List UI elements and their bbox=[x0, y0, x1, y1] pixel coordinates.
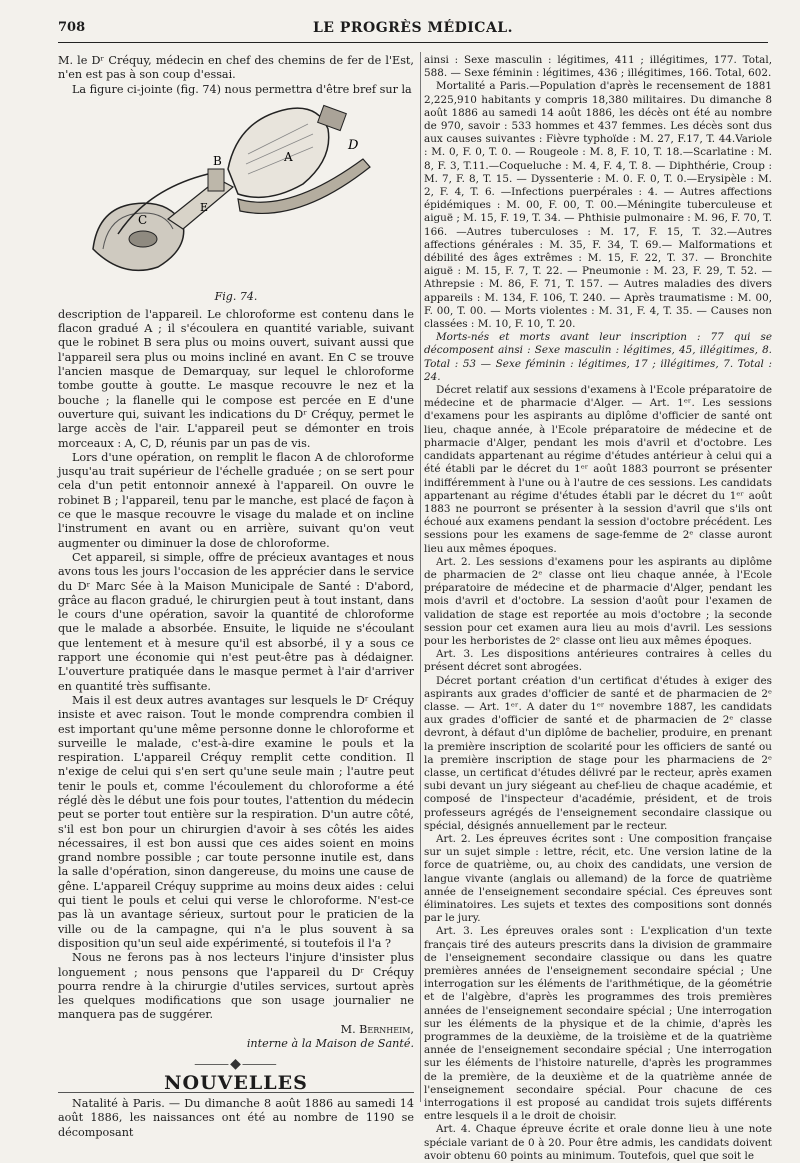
right-column bbox=[424, 54, 772, 1163]
paragraph: Lors d'une opération, on remplit le flacon A de chloroforme jusqu'au trait supérieur de l'échelle graduée ; on se sert pour cela d'un petit entonnoir annexé à l'appareil. On ouvre le robinet B ; l'appareil, tenu par le manche, est placé de façon à ce que le masque recouvre le visage du malade et on incline l'instrument en avant ou en arrière, suivant qu'on veut augmenter ou diminuer la dose de chloroforme. bbox=[58, 450, 414, 550]
paragraph: Morts-nés et morts avant leur inscription : 77 qui se décomposent ainsi : Sexe masculin : légitimes, 45, illégitimes, 8. Total : 53 — Sexe féminin : légitimes, 17 ; illégitimes, 7. Total : 24. bbox=[424, 331, 772, 383]
paragraph: Art. 3. Les dispositions antérieures contraires à celles du présent décret sont abrogées. bbox=[424, 648, 772, 674]
chloroform-apparatus-illustration bbox=[88, 99, 378, 279]
ornament-divider: ⸻◆⸻ bbox=[194, 1056, 278, 1073]
journal-title: LE PROGRÈS MÉDICAL. bbox=[312, 20, 514, 36]
paragraph: description de l'appareil. Le chloroforme est contenu dans le flacon gradué A ; il s'écoulera en quantité variable, suivant que le robinet B sera plus ou moins ouvert, suivant aussi que l'appareil sera plus ou moins incliné en avant. En C se trouve l'ancien masque de Demarquay, sur lequel le chloroforme tombe goutte à goutte. Le masque recouvre le nez et la bouche ; la flanelle qui le compose est percée en E d'une ouverture qui, suivant les indications du Dʳ Créquy, permet le large accès de l'air. L'appareil peut se démonter en trois morceaux : A, C, D, réunis par un pas de vis. bbox=[58, 307, 414, 450]
label-e: E bbox=[200, 200, 209, 214]
label-c: C bbox=[138, 212, 148, 227]
paragraph: ainsi : Sexe masculin : légitimes, 411 ; illégitimes, 177. Total, 588. — Sexe féminin : légitimes, 436 ; illégitimes, 166. Total, 602. bbox=[424, 54, 772, 80]
column-rule bbox=[420, 52, 421, 1102]
paragraph: Mortalité a Paris.—Population d'après le recensement de 1881 2,225,910 habitants y compris 18,380 militaires. Du dimanche 8 août 1886 au samedi 14 août 1886, les décès ont été au nombre de 970, savoir : 533 hommes et 437 femmes. Les décès sont dus aux causes suivantes : Fièvre typhoïde : M. 27, F.17, T. 44.Variole : M. 0, F. 0, T. 0. — Rougeole : M. 8, F. 10, T. 18.—Scarlatine : M. 8, F. 3, T.11.—Coqueluche : M. 4, F. 4, T. 8. — Diphthérie, Croup : M. 7, F. 8, T. 15. — Dyssenterie : M. 0. F. 0, T. 0.—Erysipèle : M. 2, F. 4, T. 6. —Infections puerpérales : 4. — Autres affections épidémiques : M. 00, F. 00, T. 00.—Méningite tuberculeuse et aiguë ; M. 15, F. 19, T. 34. — Phthisie pulmonaire : M. 96, F. 70, T. 166. —Autres tuberculoses : M. 17, F. 15, T. 32.—Autres affections générales : M. 35, F. 34, T. 69.— Malformations et débilité des âges extrêmes : M. 15, F. 22, T. 37. — Bronchite aiguë : M. 15, F. 7, T. 22. — Pneumonie : M. 23, F. 29, T. 52. — Athrepsie : M. 86, F. 71, T. 157. — Autres maladies des divers appareils : M. 134, F. 106, T. 240. — Après traumatisme : M. 00, F. 00, T. 00. — Morts violentes : M. 31, F. 4, T. 35. — Causes non classées : M. 10, F. 10, T. 20. bbox=[424, 80, 772, 331]
left-column bbox=[58, 54, 414, 1140]
figure-caption: Fig. 74. bbox=[214, 289, 258, 303]
paragraph: Décret relatif aux sessions d'examens à l'Ecole préparatoire de médecine et de pharmacie d'Alger. — Art. 1ᵉʳ. Les sessions d'examens pour les aspirants au diplôme d'officier de santé ont lieu, chaque année, à l'Ecole préparatoire de médecine et de pharmacie d'Alger, pendant les mois d'avril et d'octobre. Les candidats appartenant au régime d'études antérieur à celui qui a été établi par le décret du 1ᵉʳ août 1883 pourront se présenter indifféremment à l'une ou à l'autre de ces sessions. Les candidats appartenant au régime d'études établi par le décret du 1ᵉʳ août 1883 ne pourront se présenter à la session d'avril que s'ils ont échoué aux examens pendant la session d'octobre précédent. Les sessions pour les examens de sage-femme de 2ᵉ classe auront lieu aux mêmes époques. bbox=[424, 384, 772, 555]
paragraph: Cet appareil, si simple, offre de précieux avantages et nous avons tous les jours l'occasion de les apprécier dans le service du Dʳ Marc Sée à la Maison Municipale de Santé : D'abord, grâce au flacon gradué, le chirurgien peut à tout instant, dans le cours d'une opération, savoir la quantité de chloroforme que le malade a absorbée. Ensuite, le liquide ne s'écoulant que lentement et à mesure qu'il est absorbé, il y a sous ce rapport une économie qui n'est peut-être pas à dédaigner. L'ouverture pratiquée dans le masque permet à l'air d'arriver en quantité très suffisante. bbox=[58, 550, 414, 693]
paragraph: Décret portant création d'un certificat d'études à exiger des aspirants aux grades d'officier de santé et de pharmacien de 2ᵉ classe. — Art. 1ᵉʳ. A dater du 1ᵉʳ novembre 1887, les candidats aux grades d'officier de santé et de pharmacien de 2ᵉ classe devront, à défaut d'un diplôme de bachelier, produire, en prenant la première inscription de scolarité pour les officiers de santé ou la première inscription de stage pour les pharmaciens de 2ᵉ classe, un certificat d'études délivré par le recteur, après examen subi devant un jury siégeant au chef-lieu de chaque académie, et composé de l'inspecteur d'académie, président, et de trois professeurs agrégés de l'enseignement secondaire classique ou spécial, désignés annuellement par le recteur. bbox=[424, 674, 772, 832]
author-signature: M. Bernheim, bbox=[340, 1022, 414, 1036]
section-title: NOUVELLES bbox=[58, 1076, 414, 1093]
paragraph: Nous ne ferons pas à nos lecteurs l'injure d'insister plus longuement ; nous pensons que l'appareil du Dʳ Créquy pourra rendre à la chirurgie d'utiles services, surtout après les quelques modifications que son usage journalier ne manquera pas de suggérer. bbox=[58, 951, 414, 1022]
paragraph: Art. 2. Les sessions d'examens pour les aspirants au diplôme de pharmacien de 2ᵉ classe ont lieu chaque année, à l'Ecole préparatoire de médecine et de pharmacie d'Alger, pendant les mois d'avril et d'octobre. La session d'août pour l'examen de validation de stage est reportée au mois d'octobre ; la seconde session pour cet examen aura lieu au mois d'avril. Les sessions pour les herboristes de 2ᵉ classe ont lieu aux mêmes époques. bbox=[424, 555, 772, 647]
paragraph: Art. 2. Les épreuves écrites sont : Une composition française sur un sujet simple : lettre, récit, etc. Une version latine de la force de quatrième, ou, au choix des candidats, une version de langue vivante (anglais ou allemand) de la force de quatrième année de l'enseignement secondaire spécial. Ces épreuves sont éliminatoires. Les sujets et textes des compositions sont donnés par le jury. bbox=[424, 832, 772, 925]
author-role: interne à la Maison de Santé. bbox=[246, 1037, 414, 1051]
label-b: B bbox=[213, 153, 222, 168]
paragraph: Mais il est deux autres avantages sur lesquels le Dʳ Créquy insiste et avec raison. Tout le monde comprendra combien il est important qu'une même personne donne le chloroforme et surveille le malade, c'est-à-dire examine le pouls et la respiration. L'appareil Créquy remplit cette condition. Il n'exige de celui qui s'en sert qu'une seule main ; l'autre peut tenir le pouls et, comme l'écoulement du chloroforme a été réglé dès le début une fois pour toutes, l'attention du médecin peut se porter tout entière sur la respiration. D'un autre côté, s'il est bon pour un chirurgien d'avoir à ses côtés les aides nécessaires, il est bon aussi que ces aides soient en moins grand nombre possible ; car toute personne inutile est, dans la salle d'opération, sinon dangereuse, du moins une cause de gêne. L'appareil Créquy supprime au moins deux aides : celui qui tient le pouls et celui qui verse le chloroforme. N'est-ce pas là un avantage sérieux, surtout pour le praticien de la ville ou de la campagne, qui n'a le plus souvent à sa disposition qu'un seul aide expérimenté, si toutefois il l'a ? bbox=[58, 693, 414, 950]
label-a: A bbox=[284, 149, 293, 164]
figure-74 bbox=[58, 99, 414, 304]
running-head bbox=[58, 20, 768, 43]
paragraph: Art. 4. Chaque épreuve écrite et orale donne lieu à une note spéciale variant de 0 à 20. Pour être admis, les candidats doivent avoir obtenu 60 points au minimum. Toutefois, quel que soit le bbox=[424, 1123, 772, 1162]
paragraph: Art. 3. Les épreuves orales sont : L'explication d'un texte français tiré des auteurs prescrits dans la division de grammaire de l'enseignement secondaire classique ou dans les quatre premières années de l'enseignement secondaire spécial ; Une interrogation sur les éléments de l'arithmétique, de la géométrie et de l'algèbre, d'après les programmes des trois premières années de l'enseignement secondaire spécial ; Une interrogation sur les éléments de la physique et de la chimie, d'après les programmes de la deuxième, de la troisième et de la quatrième année de l'enseignement secondaire spécial ; Une interrogation sur les éléments de l'histoire naturelle, d'après les programmes de la première, de la deuxième et de la quatrième année de l'enseignement secondaire spécial. Pour chacune de ces interrogations il est proposé au candidat trois sujets différents entre lesquels il a le droit de choisir. bbox=[424, 925, 772, 1123]
label-d: D bbox=[348, 137, 359, 153]
paragraph: La figure ci-jointe (fig. 74) nous permettra d'être bref sur la bbox=[72, 82, 412, 96]
paragraph: Natalité à Paris. — Du dimanche 8 août 1886 au samedi 14 août 1886, les naissances ont été au nombre de 1190 se décomposant bbox=[58, 1096, 414, 1139]
page-number: 708 bbox=[58, 20, 86, 35]
paragraph: M. le Dʳ Créquy, médecin en chef des chemins de fer de l'Est, n'en est pas à son coup d'essai. bbox=[58, 54, 414, 82]
